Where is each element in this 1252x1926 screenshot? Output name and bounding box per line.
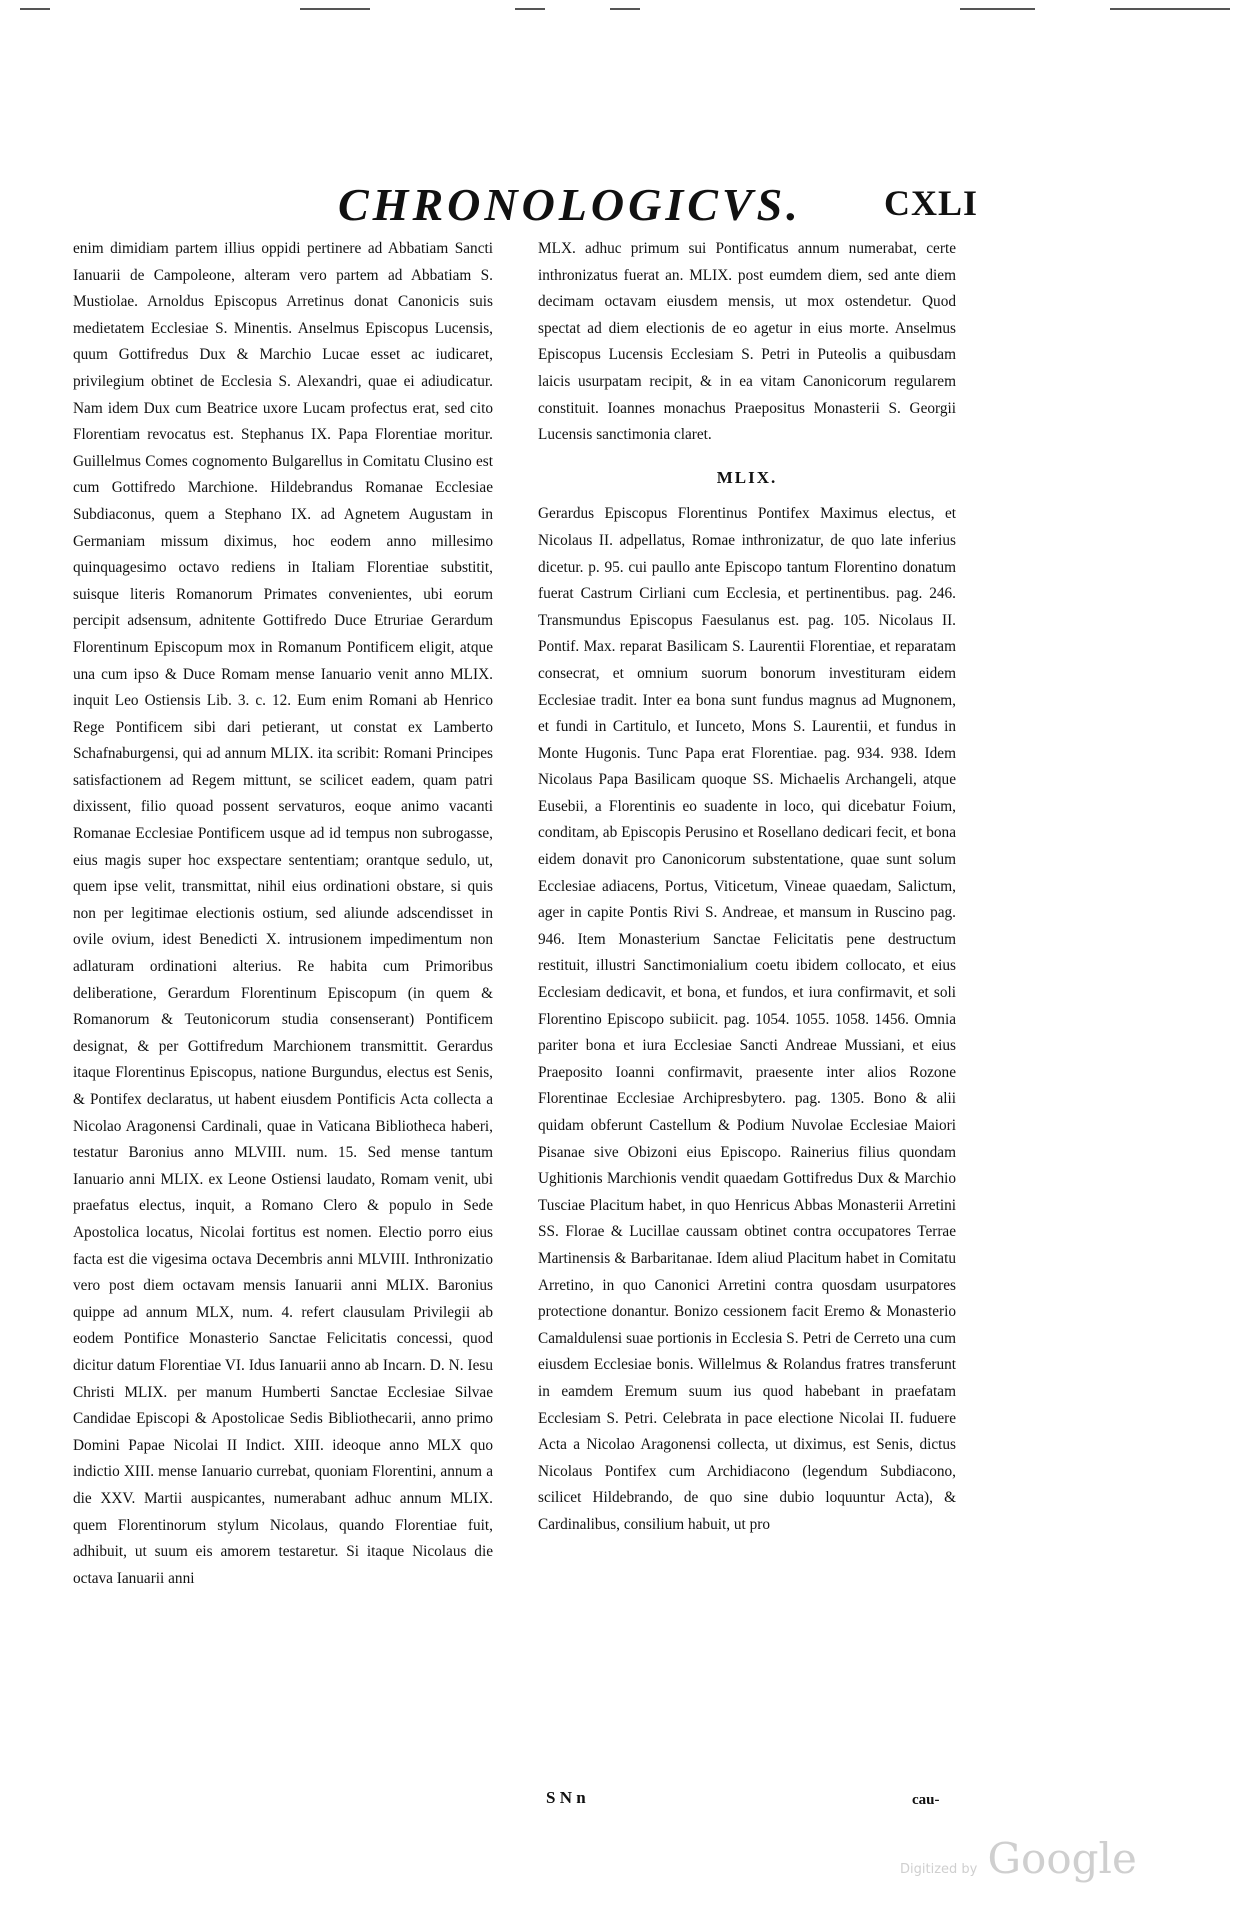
top-rule xyxy=(610,8,640,10)
year-heading: MLIX. xyxy=(716,467,778,487)
watermark-brand: Google xyxy=(987,1834,1137,1883)
top-rule xyxy=(300,8,370,10)
left-column xyxy=(73,236,493,1592)
signature-mark: S N n xyxy=(546,1788,586,1807)
catchword: cau- xyxy=(912,1792,940,1808)
top-rule xyxy=(960,8,1035,10)
right-column xyxy=(538,236,956,1539)
left-column-text: enim dimidiam partem illius oppidi pertinere ad Abbatiam Sancti Ianuarii de Campoleone, alteram vero partem ad Abbatiam S. Mustiolae. Arnoldus Episcopus Arretinus donat Canonicis suis medietatem Ecclesiae S. Minentis. Anselmus Episcopus Lucensis, quum Gottifredus Dux & Marchio Lucae esset ac iudicaret, privilegium obtinet de Ecclesia S. Alexandri, quae ei adiudicatur. Nam idem Dux cum Beatrice uxore Lucam profectus erat, sed cito Florentiam revocatus est. Stephanus IX. Papa Florentiae moritur. Guillelmus Comes cognomento Bulgarellus in Comitatu Clusino est cum Gottifredo Marchione. Hildebrandus Romanae Ecclesiae Subdiaconus, quem a Stephano IX. ad Agnetem Augustam in Germaniam missum diximus, hoc eodem anno millesimo quinquagesimo octavo rediens in Italiam Florentiae substitit, suisque literis Romanorum Primates convenientes, ubi eorum percipit adsensum, adnitente Gottifredo Duce Etruriae Gerardum Florentinum Episcopum mox in Romanum Pontificem eligit, atque una cum ipso & Duce Romam mense Ianuario venit anno MLIX. inquit Leo Ostiensis Lib. 3. c. 12. Eum enim Romani ab Henrico Rege Pontificem sibi dari petierant, ut constat ex Lamberto Schafnaburgensi, qui ad annum MLIX. ita scribit: Romani Principes satisfactionem ad Regem mittunt, se scilicet eadem, quam patri dixissent, filio quoad possent servaturos, eoque animo vacanti Romanae Ecclesiae Pontificem usque ad id tempus non subrogasse, eius magis super hoc exspectare sententiam; orantque sedulo, ut, quem ipse velit, transmittat, nihil eius ordinationi obstare, si quis non per legitimae electionis ostium, sed aliunde adscendisset in ovile ovium, idest Benedicti X. intrusionem impedimentum non adlaturam ordinationi alterius. Re habita cum Primoribus deliberatione, Gerardum Florentinum Episcopum (in quem & Romanorum & Teutonicorum studia consenserant) Pontificem designat, & per Gottifredum Marchionem transmittit. Gerardus itaque Florentinus Episcopus, natione Burgundus, electus est Senis, & Pontifex declaratus, ut habent eiusdem Pontificis Acta collecta a Nicolao Aragonensi Cardinali, quae in Vaticana Bibliotheca haberi, testatur Baronius anno MLVIII. num. 15. Sed mense tantum Ianuario anni MLIX. ex Leone Ostiensi laudato, Romam venit, ubi praefatus electus, inquit, a Romano Clero & populo in Sede Apostolica locatus, Nicolai fortitus est nomen. Electio porro eius facta est die vigesima octava Decembris anni MLVIII. Inthronizatio vero post diem octavam mensis Ianuarii anni MLIX. Baronius quippe ad annum MLX, num. 4. refert clausulam Privilegii ab eodem Pontifice Monasterio Sanctae Felicitatis concessi, quod dicitur datum Florentiae VI. Idus Ianuarii anno ab Incarn. D. N. Iesu Christi MLIX. per manum Humberti Sanctae Ecclesiae Silvae Candidae Episcopi & Apostolicae Sedis Bibliothecarii, anno primo Domini Papae Nicolai II Indict. XIII. ideoque anno MLX quo indictio XIII. mense Ianuario currebat, quoniam Florentini, annum a die XXV. Martii auspicantes, numerabant adhuc annum MLIX. quem Florentinorum stylum Nicolaus, quando Florentiae fuit, adhibuit, ut suum eis amorem testaretur. Si itaque Nicolaus die octava Ianuarii anni xyxy=(73,240,493,1587)
top-rule xyxy=(515,8,545,10)
top-rule xyxy=(20,8,50,10)
right-column-intro: MLX. adhuc primum sui Pontificatus annum numerabat, certe inthronizatus fuerat an. MLIX. post eumdem diem, sed ante diem decimam octavam eiusdem mensis, ut mox ostendetur. Quod spectat ad diem electionis de eo agetur in eius morte. Anselmus Episcopus Lucensis Ecclesiam S. Petri in Puteolis a quibusdam laicis usurpatam recipit, & in ea vitam Canonicorum regularem constituit. Ioannes monachus Praepositus Monasterii S. Georgii Lucensis sanctimonia claret. xyxy=(538,240,956,444)
running-head-title: CHRONOLOGICVS. xyxy=(338,179,802,230)
right-column-body: Gerardus Episcopus Florentinus Pontifex Maximus electus, et Nicolaus II. adpellatus, Romae inthronizatur, de quo late inferius dicetur. p. 95. cui paullo ante Episcopo tantum Florentino donatum fuerat Castrum Cirliani cum Ecclesia, et pertinentibus. pag. 246. Transmundus Episcopus Faesulanus est. pag. 105. Nicolaus II. Pontif. Max. reparat Basilicam S. Laurentii Florentiae, et reparatam consecrat, et omnium suorum bonorum investituram eidem Ecclesiae tradit. Inter ea bona sunt fundus magnus ad Mugnonem, et fundi in Cartitulo, et Iunceto, Mons S. Laurentii, et fundus in Monte Hugonis. Tunc Papa erat Florentiae. pag. 934. 938. Idem Nicolaus Papa Basilicam quoque SS. Michaelis Archangeli, atque Eusebii, a Florentinis eo suadente in loco, qui dicebatur Foium, conditam, ab Episcopis Perusino et Rosellano dedicari fecit, et bona eidem donavit pro Canonicorum substentatione, quae sunt solum Ecclesiae adiacens, Portus, Viticetum, Vineae quaedam, Salictum, ager in capite Pontis Rivi S. Andreae, et mansum in Ruscino pag. 946. Item Monasterium Sanctae Felicitatis pene destructum restituit, illustri Sanctimonialium coetu ibidem collocato, et eius Ecclesiam dedicavit, et bona, et fundos, et iura confirmavit, et soli Florentino Episcopo subiicit. pag. 1054. 1055. 1058. 1456. Omnia pariter bona et iura Ecclesiae Sancti Andreae Mussiani, et eius Praeposito Ioanni confirmavit, praesente inter alios Rozone Florentinae Ecclesiae Archipresbytero. pag. 1305. Bono & alii quidam obferunt Castellum & Podium Nuvolae Ecclesiae Maiori Pisanae sive Obizoni eius Episcopo. Rainerius filius quondam Ughitionis Marchionis vendit quaedam Gottifredus Dux & Marchio Tusciae Placitum habet, in quo Henricus Abbas Monasterii Arretini SS. Florae & Lucillae caussam obtinet contra occupatores Terrae Martinensis & Barbaritanae. Idem aliud Placitum habet in Comitatu Arretino, in quo Canonici Arretini contra quosdam usurpatores protectione donantur. Bonizo cessionem facit Eremo & Monasterio Camaldulensi suae portionis in Ecclesia S. Petri de Cerreto una cum eiusdem Ecclesiae bonis. Willelmus & Rolandus fratres transferunt in eamdem Eremum suum ius quod habebant in praefatam Ecclesiam S. Petri. Celebrata in pace electione Nicolai II. fuduere Acta a Nicolao Aragonensi collecta, ut diximus, est Senis, dictus Nicolaus Pontifex cum Archidiacono (legendum Subdiacono, scilicet Hildebrando, de quo sine dubio loquuntur Acta), & Cardinalibus, consilium habuit, ut pro xyxy=(538,505,956,1533)
digitized-watermark xyxy=(900,1834,1137,1883)
watermark-prefix: Digitized by xyxy=(900,1862,978,1877)
page-number: CXLI xyxy=(883,183,978,223)
top-rule xyxy=(1110,8,1230,10)
